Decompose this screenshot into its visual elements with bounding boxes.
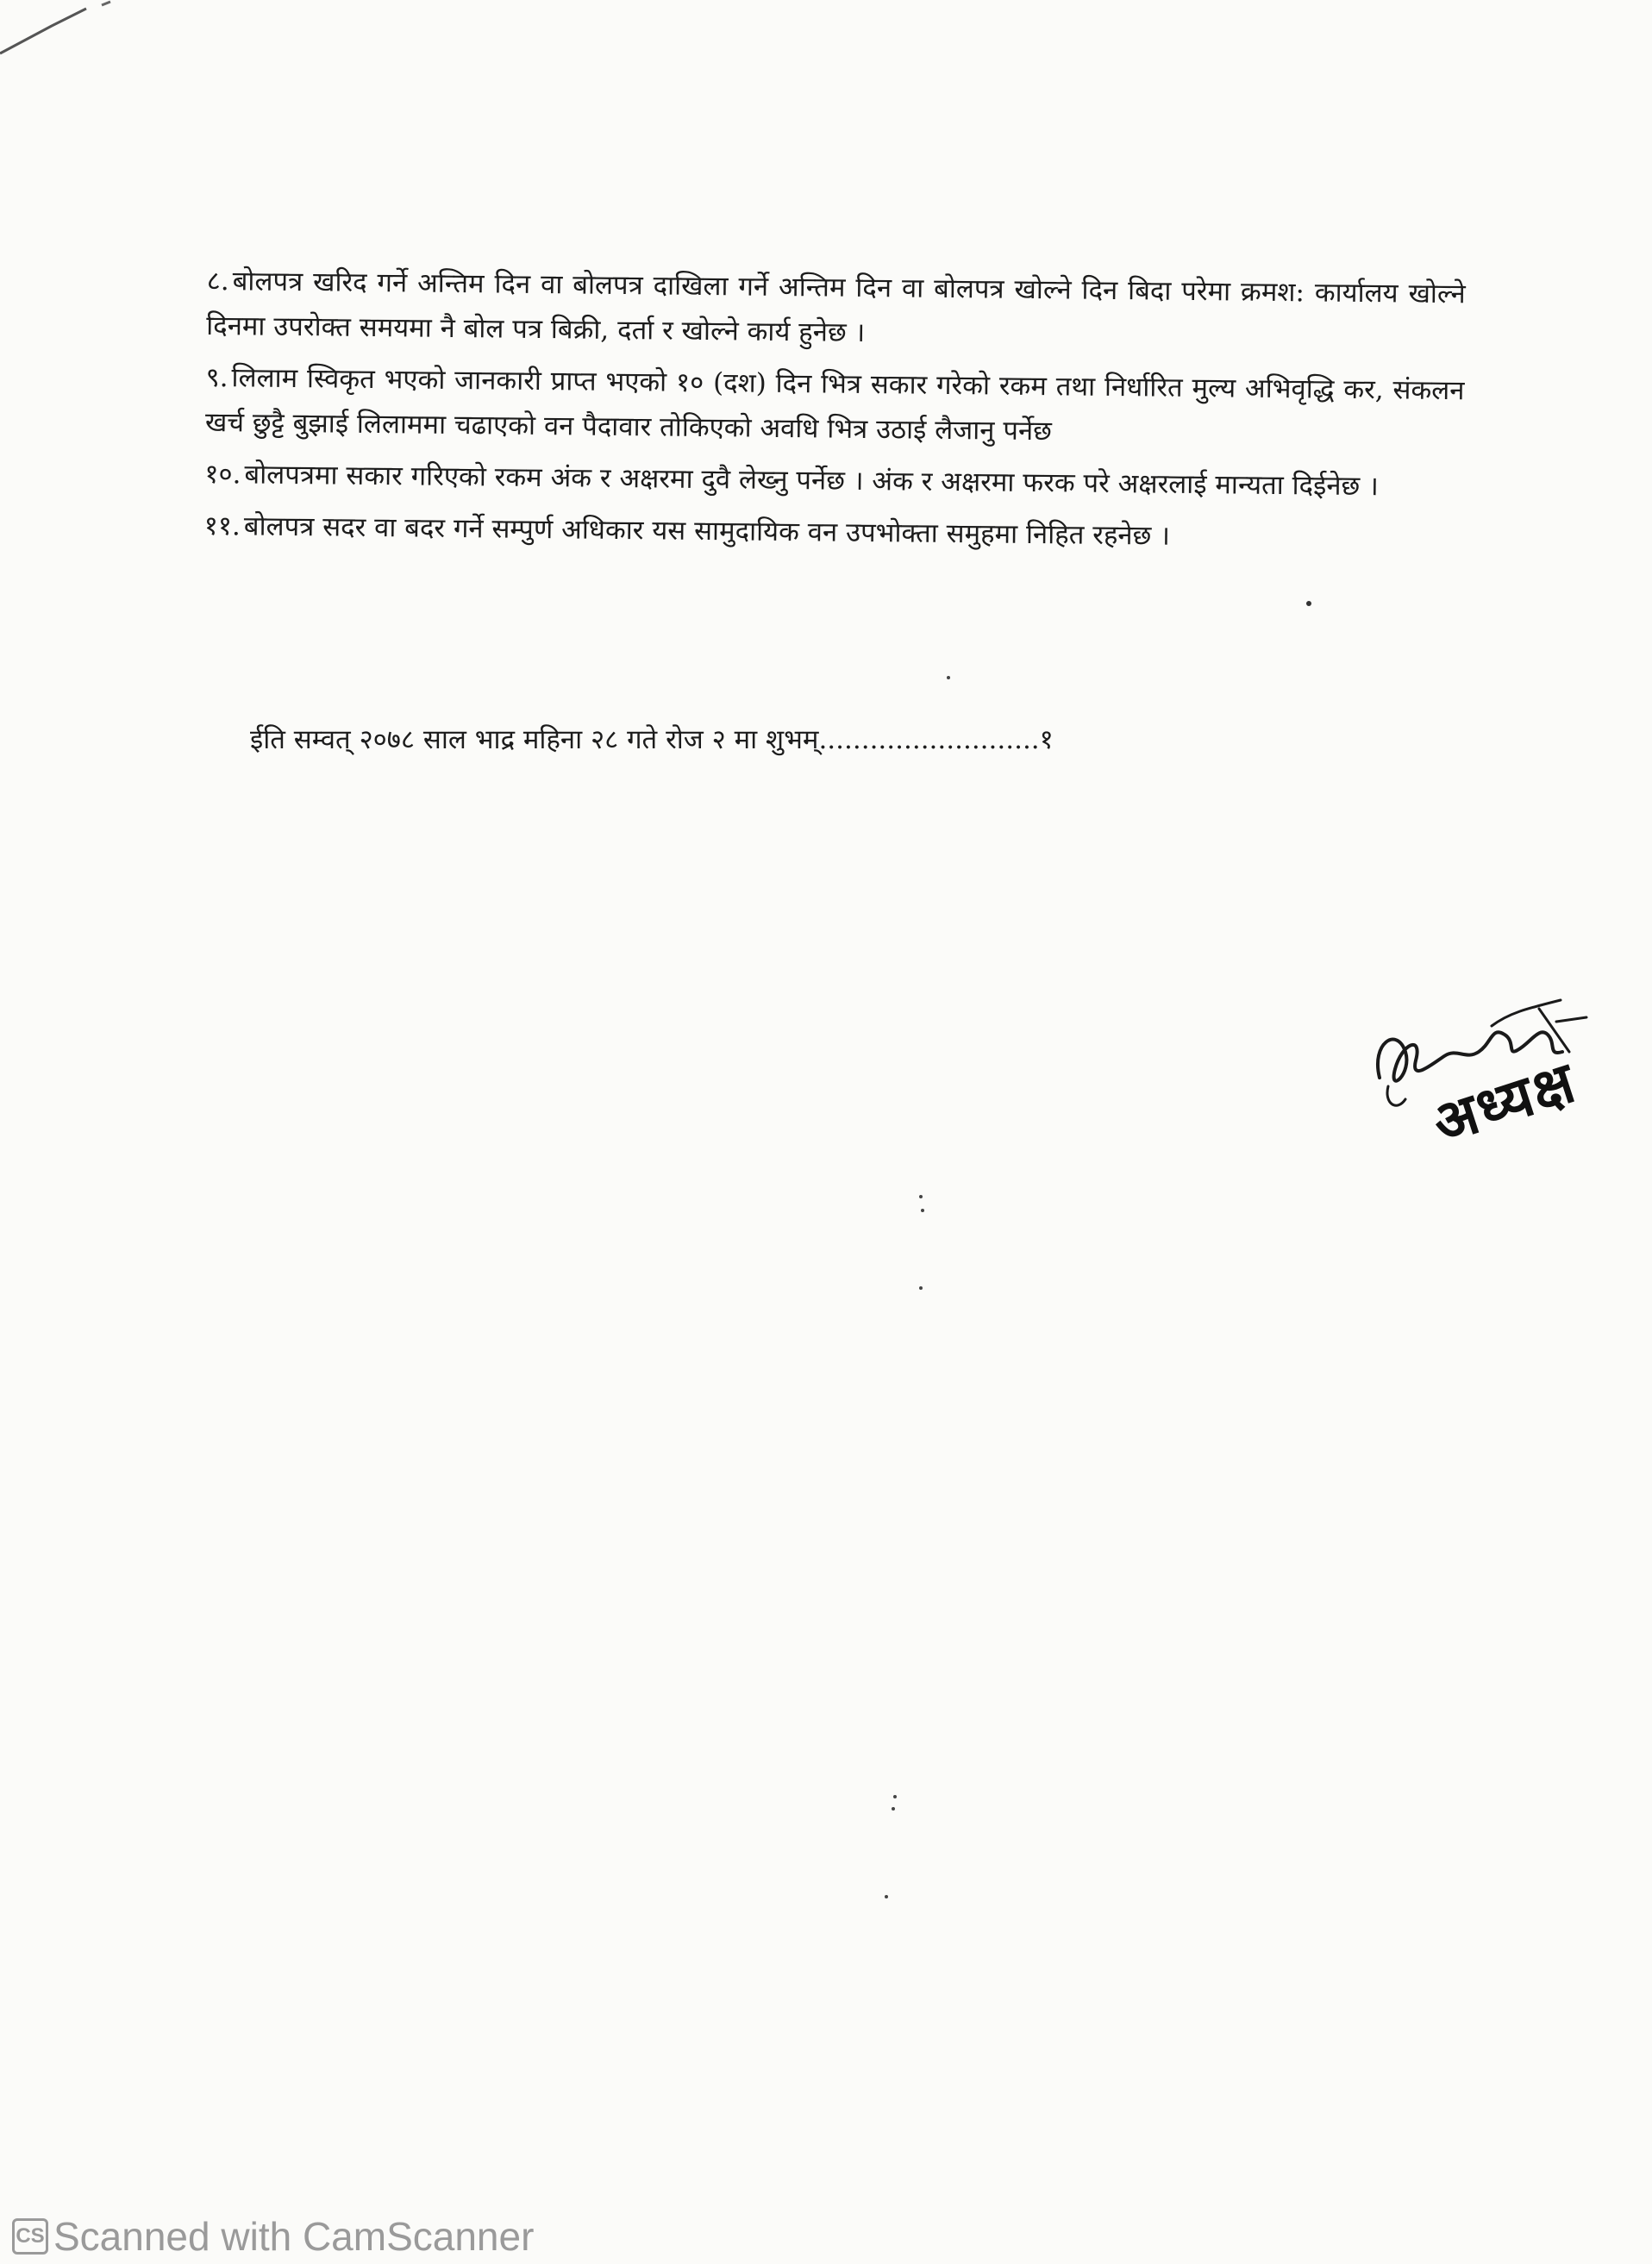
clause-number: ११.	[203, 510, 241, 542]
closing-line: ईति सम्वत् २०७८ साल भाद्र महिना २८ गते रोज २ मा शुभम्..........................१	[250, 724, 1054, 755]
clause-text: बोलपत्र खरिद गर्ने अन्तिम दिन वा बोलपत्र दाखिला गर्ने अन्तिम दिन वा बोलपत्र खोल्ने दिन बिदा परेमा क्रमश: कार्यालय खोल्ने दिनमा उपरोक्त समयमा नै बोल पत्र बिक्री, दर्ता र खोल्ने कार्य हुनेछ ।	[205, 266, 1466, 348]
clause-number: ८.	[206, 265, 229, 297]
clause-text: बोलपत्रमा सकार गरिएको रकम अंक र अक्षरमा दुवै लेख्नु पर्नेछ । अंक र अक्षरमा फरक परे अक्षरलाई मान्यता दिईनेछ ।	[244, 459, 1380, 503]
signature-title: अध्यक्ष	[1424, 1048, 1585, 1157]
camscanner-watermark	[12, 2213, 534, 2260]
watermark-text: Scanned with CamScanner	[53, 2214, 535, 2259]
clause-number: १०.	[204, 458, 241, 491]
clause-number: ९.	[205, 361, 228, 394]
clause-text: बोलपत्र सदर वा बदर गर्ने सम्पुर्ण अधिकार यस सामुदायिक वन उपभोक्ता समुहमा निहित रहनेछ ।	[243, 510, 1171, 552]
camscanner-logo-icon: CS	[12, 2218, 48, 2255]
clause-text: लिलाम स्विकृत भएको जानकारी प्राप्त भएको १० (दश) दिन भित्र सकार गरेको रकम तथा निर्धारित मुल्य अभिवृद्धि कर, संकलन खर्च छुट्टै बुझाई लिलाममा चढाएको वन पैदावार तोकिएको अवधि भित्र उठाई लैजानु पर्नेछ	[204, 362, 1465, 447]
